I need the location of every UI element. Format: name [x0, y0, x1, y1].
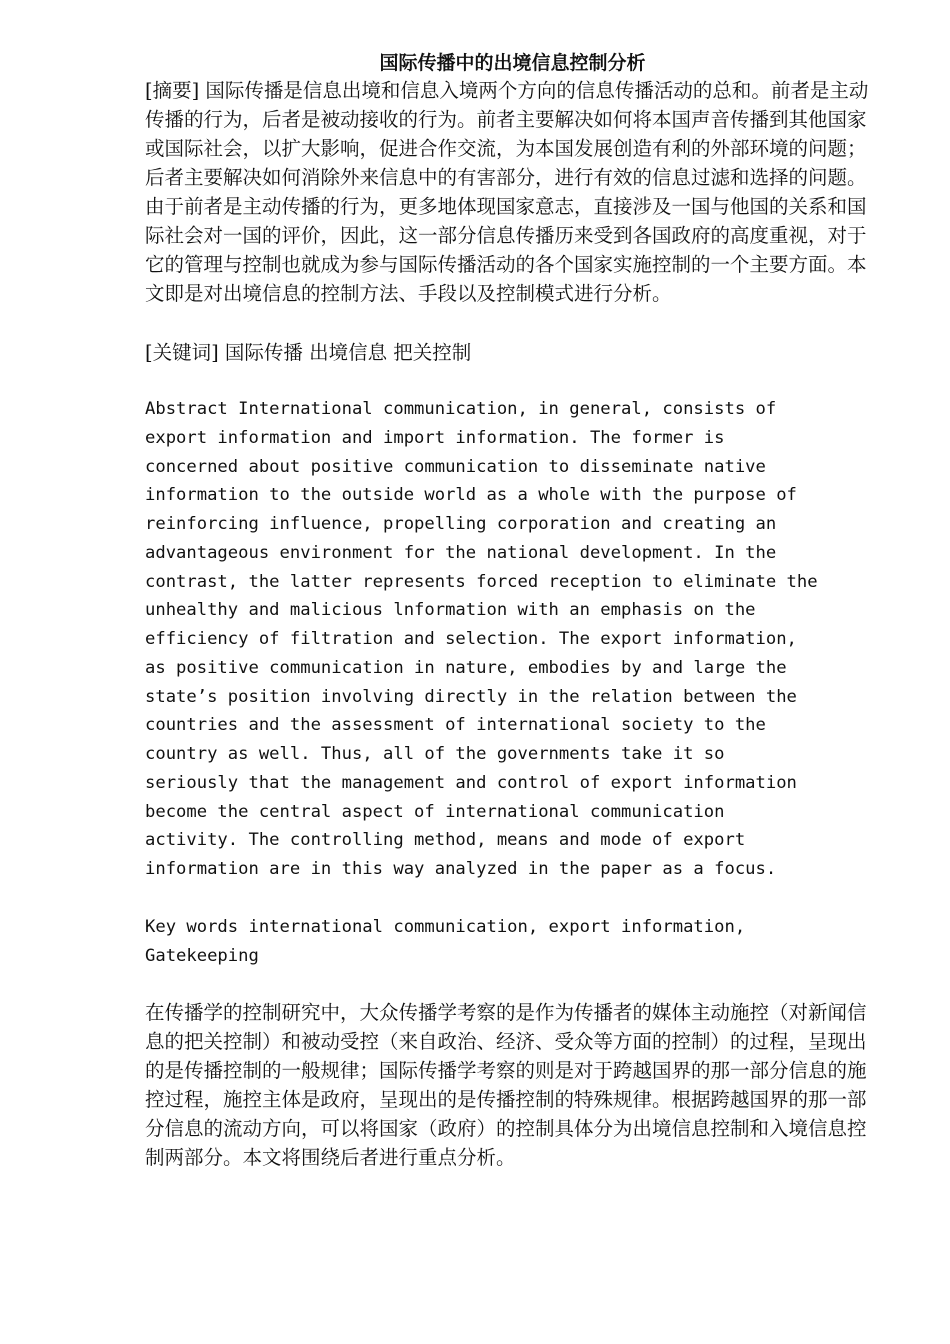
abstract-english: Abstract International communication, in general, consists of export information and import information. The former is concerned about positive communication to disseminate native information to the outside world as a whole with the purpose of reinforcing influence, propelling corporation and creating an advantageous environment for the national development. In the contrast, the latter represents forced reception to eliminate the unhealthy and malicious lnformation with an emphasis on the efficiency of filtration and selection. The export information, as positive communication in nature, embodies by and large the state’s position involving directly in the relation between the countries and the assessment of international society to the country as well. Thus, all of the governments take it so seriously that the management and control of export information become the central aspect of international communication activity. The controlling method, means and mode of export information are in this way analyzed in the paper as a focus. [145, 399, 818, 879]
abstract-chinese: [摘要] 国际传播是信息出境和信息入境两个方向的信息传播活动的总和。前者是主动传播的行为，后者是被动接收的行为。前者主要解决如何将本国声音传播到其他国家或国际社会，以扩大影响，促进合作交流，为本国发展创造有利的外部环境的问题；后者主要解决如何消除外来信息中的有害部分，进行有效的信息过滤和选择的问题。由于前者是主动传播的行为，更多地体现国家意志，直接涉及一国与他国的关系和国际社会对一国的评价，因此，这一部分信息传播历来受到各国政府的高度重视，对于它的管理与控制也就成为参与国际传播活动的各个国家实施控制的一个主要方面。本文即是对出境信息的控制方法、手段以及控制模式进行分析。 [145, 79, 869, 305]
body-paragraph: 在传播学的控制研究中，大众传播学考察的是作为传播者的媒体主动施控（对新闻信息的把关控制）和被动受控（来自政治、经济、受众等方面的控制）的过程，呈现出的是传播控制的一般规律；国际传播学考察的则是对于跨越国界的那一部分信息的施控过程，施控主体是政府，呈现出的是传播控制的特殊规律。根据跨越国界的那一部分信息的流动方向，可以将国家（政府）的控制具体分为出境信息控制和入境信息控制两部分。本文将围绕后者进行重点分析。 [145, 1001, 867, 1170]
document-title: 国际传播中的出境信息控制分析 [379, 52, 646, 74]
document-page [145, 50, 880, 1172]
keywords-english: Key words international communication, export information, Gatekeeping [145, 916, 746, 966]
keywords-chinese: [关键词] 国际传播 出境信息 把关控制 [145, 341, 472, 364]
